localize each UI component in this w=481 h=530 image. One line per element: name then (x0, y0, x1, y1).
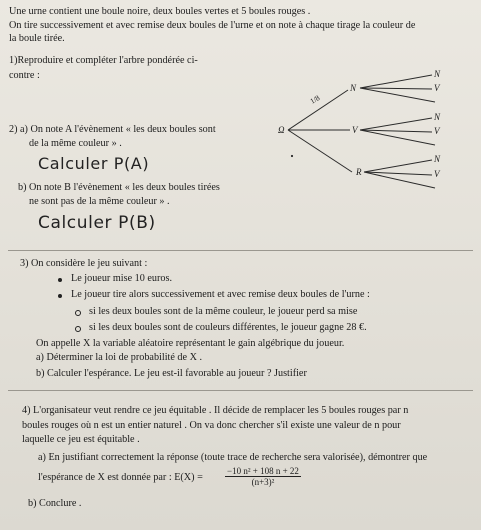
section-divider (8, 250, 473, 251)
question-3a: a) Déterminer la loi de probabilité de X . (36, 352, 203, 363)
intro-line-3: la boule tirée. (9, 33, 65, 44)
question-2a-line-2: de la même couleur » . (29, 138, 122, 149)
question-2a-line-1: 2) a) On note A l'évènement « les deux boules sont (9, 124, 216, 135)
bullet-dot (58, 278, 62, 282)
bullet-dot (58, 294, 62, 298)
question-3-sub-1: si les deux boules sont de la même couleur, le joueur perd sa mise (89, 306, 358, 317)
question-4a-line-1: a) En justifiant correctement la réponse (toute trace de recherche sera valorisée), démontrer que (38, 452, 428, 463)
question-4-line-1: 4) L'organisateur veut rendre ce jeu équitable . Il décide de remplacer les 5 boules rouges par n (22, 405, 409, 416)
question-3-x-definition: On appelle X la variable aléatoire représentant le gain algébrique du joueur. (36, 338, 345, 349)
tree-leaf-n-n: N (434, 69, 441, 79)
handwritten-calculer-pa: Calculer P(A) (38, 154, 150, 173)
formula-numerator: −10 n² + 108 n + 22 (227, 466, 299, 476)
handwritten-calculer-pb: Calculer P(B) (38, 213, 156, 233)
question-1-line-1: 1)Reproduire et compléter l'arbre pondérée ci- (9, 55, 198, 66)
question-3b: b) Calculer l'espérance. Le jeu est-il favorable au joueur ? Justifier (36, 368, 307, 379)
tree-leaf-v-n: N (434, 112, 441, 122)
question-4a-line-2: l'espérance de X est donnée par : E(X) = (38, 472, 203, 483)
question-3-intro: 3) On considère le jeu suivant : (20, 258, 148, 269)
sub-bullet-circle (75, 326, 81, 332)
question-3-bullet-2: Le joueur tire alors successivement et avec remise deux boules de l'urne : (71, 289, 370, 300)
question-4-line-3: laquelle ce jeu est équitable . (22, 434, 140, 445)
question-3-sub-2: si les deux boules sont de couleurs différentes, le joueur gagne 28 €. (89, 322, 367, 333)
tree-leaf-n-v: V (434, 83, 440, 93)
question-1-line-2: contre : (9, 70, 40, 81)
intro-line-1: Une urne contient une boule noire, deux boules vertes et 5 boules rouges . (9, 6, 311, 17)
tree-leaf-r-v: V (434, 169, 440, 179)
question-2b-line-1: b) On note B l'évènement « les deux boules tirées (18, 182, 220, 193)
intro-line-2: On tire successivement et avec remise deux boules de l'urne et on note à chaque tirage la couleur de (9, 20, 416, 31)
tree-probability-label: 1/8 (308, 93, 322, 106)
sub-bullet-circle (75, 310, 81, 316)
tree-node-n: N (350, 83, 357, 93)
question-4b: b) Conclure . (28, 498, 82, 509)
probability-tree-diagram (270, 60, 450, 200)
question-4-line-2: boules rouges où n est un entier naturel . On va donc chercher s'il existe une valeur de n pour (22, 420, 401, 431)
tree-dot (291, 155, 293, 157)
question-2b-line-2: ne sont pas de la même couleur » . (29, 196, 170, 207)
tree-node-r: R (356, 167, 362, 177)
tree-leaf-r-n: N (434, 154, 441, 164)
expectation-formula (225, 466, 301, 487)
tree-root-label: Ω (278, 125, 285, 135)
question-3-bullet-1: Le joueur mise 10 euros. (71, 273, 172, 284)
tree-node-v: V (352, 125, 358, 135)
section-divider (8, 390, 473, 391)
tree-leaf-v-v: V (434, 126, 440, 136)
formula-denominator: (n+3)² (251, 477, 275, 487)
